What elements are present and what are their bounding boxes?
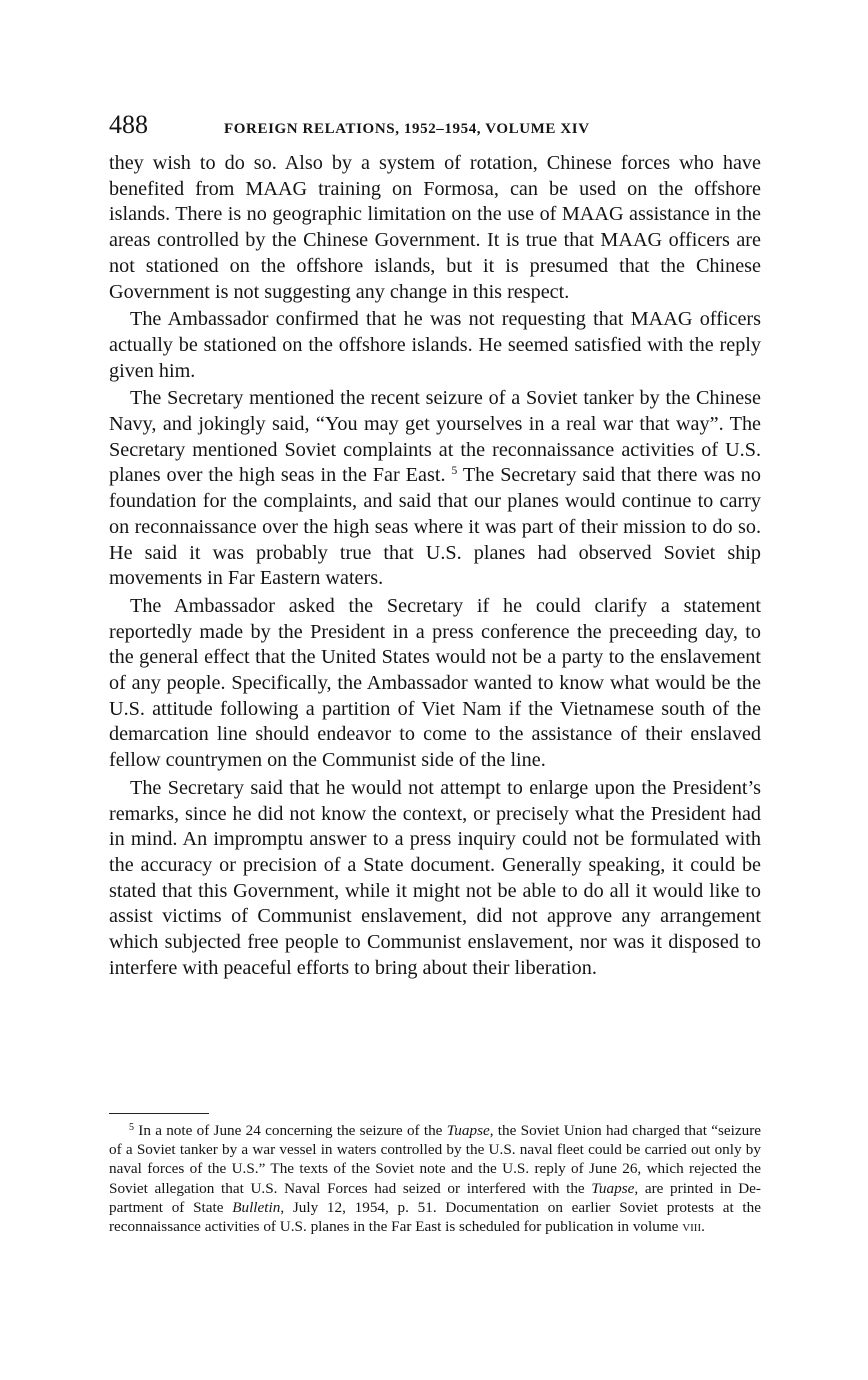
paragraph-1: they wish to do so. Also by a system of rotation, Chinese forces who have benefited from MAAG training on Formosa, can be used on the offshore islands. There is no geographic limitation on the use of MAAG assistance in the areas controlled by the Chinese Government. It is true that MAAG officers are not stationed on the offshore islands, but it is presumed that the Chinese Government is not suggesting any change in this respect. (109, 152, 761, 303)
footnote-italic-tuapse-2: Tuapse, (591, 1179, 639, 1197)
footnote-reference: 5 (451, 465, 458, 478)
paragraph-2: The Ambassador confirmed that he was not requesting that MAAG officers actually be stationed on the offshore islands. He seemed satisfied with the reply given him. (109, 308, 761, 382)
footnote-mark: 5 (129, 1122, 134, 1133)
paragraph-3-text-a: The Secretary mentioned the recent seizure of a Soviet tanker by the Chinese Navy, and jokingly said, “You may get yourselves in a real war that way”. The Secretary mentioned Soviet complaints at the reconnaissance activities of U.S. planes over the high seas in the Far East. (109, 387, 761, 487)
footnote-text-5: . (701, 1218, 705, 1236)
footnote-italic-bulletin: Bulletin (232, 1198, 281, 1216)
footnote-text-1: In a note of June 24 concerning the seizure of the (134, 1122, 447, 1139)
footnote-text-2: , the Soviet Union had charged that “seizure of a Soviet tanker by a war vessel in waters controlled by the U.S. naval fleet could be carried out only by naval forces of the U.S.” The texts of the Soviet note and the U.S. reply of June 26, which rejected the Soviet allegation that U.S. Naval Forces had seized or interfered with the (109, 1122, 761, 1197)
paragraph-3-text-b: The Secretary said that there was no foundation for the complaints, and said that our planes would continue to carry on reconnaissance over the high seas where it was part of their mission to do so. He said it was probably true that U.S. planes had observed Soviet ship movements in Far Eastern waters. (109, 464, 761, 590)
page-header (109, 110, 761, 144)
page-number: 488 (109, 110, 148, 139)
footnote-divider (109, 1113, 209, 1114)
running-head: FOREIGN RELATIONS, 1952–1954, VOLUME XIV (224, 121, 590, 137)
footnote-text-3: are printed in Department of State (109, 1179, 761, 1216)
body-text (109, 151, 761, 984)
paragraph-5: The Secretary said that he would not attempt to enlarge upon the President’s remarks, since he did not know the context, or precisely what the President had in mind. An impromptu answer to a press inquiry could not be formulated with the accuracy or precision of a State document. Generally speaking, it could be stated that this Government, while it might not be able to do all it would like to assist victims of Communist enslavement, did not approve any arrangement which subjected free people to Communist enslavement, nor was it disposed to interfere with peaceful efforts to bring about their liberation. (109, 776, 761, 979)
paragraph-4: The Ambassador asked the Secretary if he could clarify a statement reportedly made by the President in a press conference the preceeding day, to the general effect that the United States would not be a party to the enslavement of any people. Specifically, the Ambassador wanted to know what would be the U.S. attitude following a partition of Viet Nam if the Vietnamese south of the demarcation line should endeavor to come to the assistance of their enslaved fellow countrymen on the Communist side of the line. (109, 594, 761, 772)
footnote-5 (109, 1121, 761, 1236)
footnote-volume-number: viii (682, 1218, 702, 1236)
footnote-text-4: , July 12, 1954, p. 51. Documentation on earlier Soviet protests at the reconnaissance activities of U.S. planes in the Far East is scheduled for publication in volume (109, 1198, 761, 1236)
paragraph-3 (109, 386, 761, 592)
footnote-italic-tuapse: Tuapse (446, 1122, 490, 1139)
